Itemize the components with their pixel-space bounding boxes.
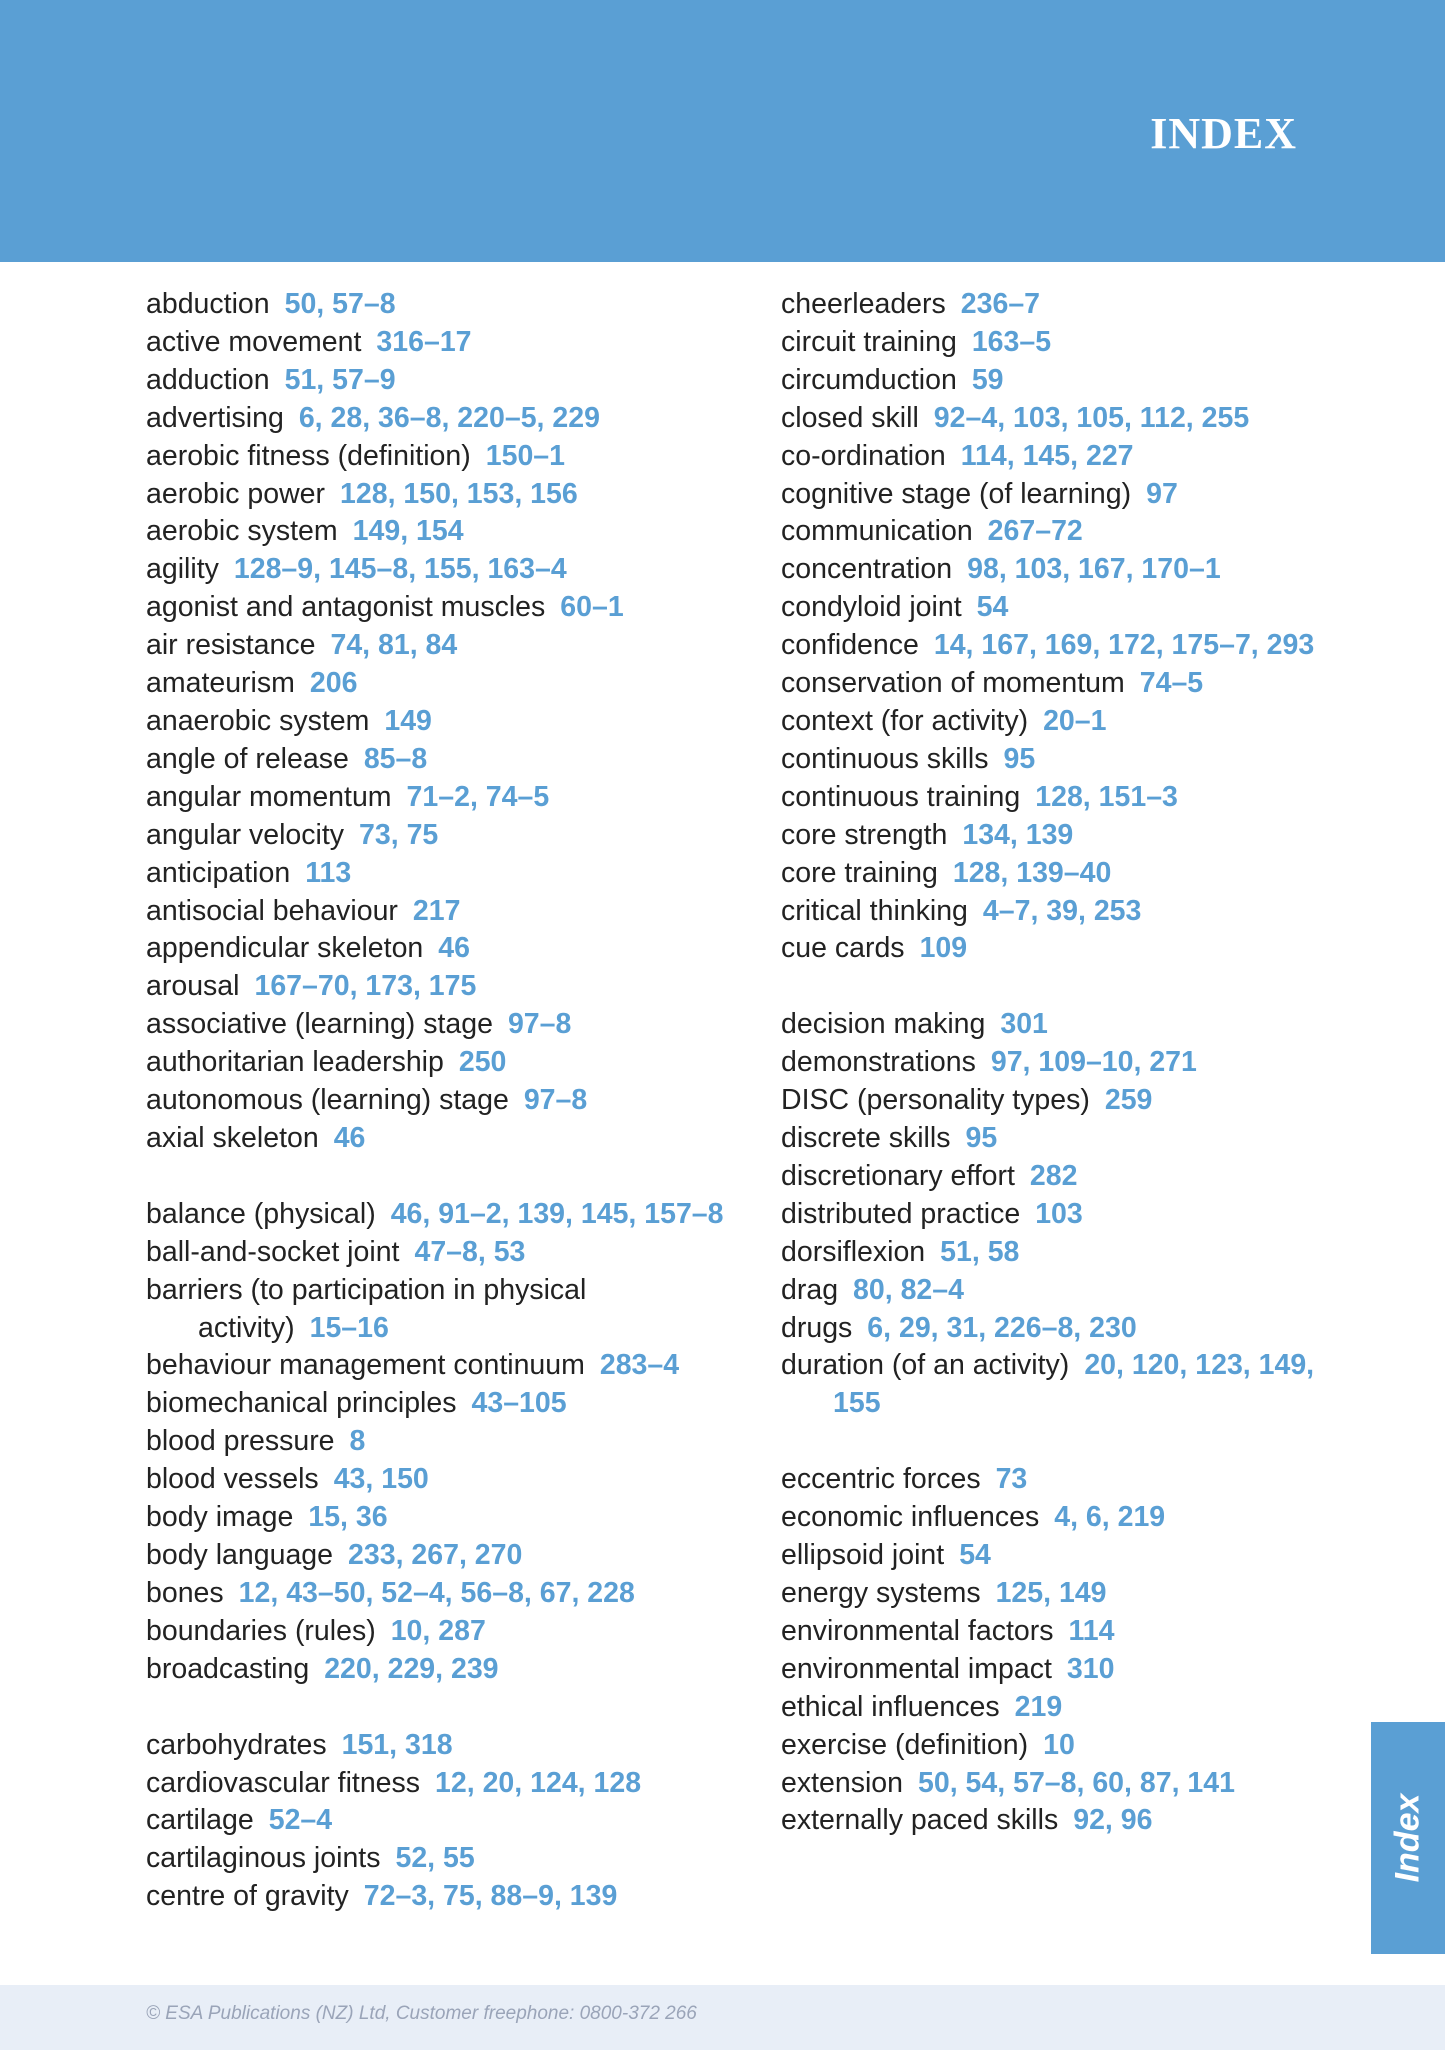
index-page-refs[interactable]: 95 <box>965 1122 998 1155</box>
index-entry <box>146 1423 746 1461</box>
header-banner <box>0 0 1445 262</box>
index-entry <box>146 1537 746 1575</box>
page-title: INDEX <box>1150 109 1297 158</box>
index-term: extension <box>781 1766 904 1799</box>
index-entry <box>781 893 1321 931</box>
index-term: biomechanical principles <box>146 1387 457 1420</box>
index-entry <box>146 1272 746 1348</box>
index-entry <box>781 551 1321 589</box>
index-term: drag <box>781 1273 839 1306</box>
index-entry <box>781 817 1321 855</box>
index-page-refs[interactable]: 14, 167, 169, 172, 175–7, 293 <box>933 629 1315 662</box>
index-entry <box>781 324 1321 362</box>
index-entry <box>146 1575 746 1613</box>
index-entry <box>781 1727 1321 1765</box>
index-entry <box>146 855 746 893</box>
index-page-refs[interactable]: 4, 6, 219 <box>1054 1501 1166 1534</box>
index-entry <box>146 779 746 817</box>
index-term: core strength <box>781 818 948 851</box>
index-term: abduction <box>146 288 270 320</box>
index-term: cheerleaders <box>781 288 946 320</box>
index-entry <box>146 324 746 362</box>
index-page-refs[interactable]: 217 <box>412 894 461 927</box>
index-term: arousal <box>146 970 240 1003</box>
index-term: confidence <box>781 629 919 662</box>
index-term: duration (of an activity) <box>781 1349 1070 1382</box>
index-term: amateurism <box>146 667 295 700</box>
index-page-refs[interactable]: 134, 139 <box>962 818 1074 851</box>
index-term: advertising <box>146 401 284 434</box>
index-term: body language <box>146 1539 334 1571</box>
index-term: cartilage <box>146 1804 254 1837</box>
index-term: distributed practice <box>781 1197 1021 1230</box>
index-page-refs[interactable]: 20–1 <box>1043 704 1107 737</box>
index-term: authoritarian leadership <box>146 1046 444 1079</box>
index-term: anticipation <box>146 856 291 889</box>
index-page-refs[interactable]: 259 <box>1104 1084 1153 1117</box>
index-page-refs[interactable]: 51, 58 <box>940 1235 1020 1268</box>
index-page-refs[interactable]: 52, 55 <box>395 1842 475 1875</box>
index-term: aerobic fitness (definition) <box>146 439 471 472</box>
index-entry <box>146 1044 746 1082</box>
index-column-left <box>146 286 746 1916</box>
index-section-gap <box>146 1158 746 1196</box>
index-entry <box>146 400 746 438</box>
index-term: body image <box>146 1501 294 1534</box>
index-entry <box>781 400 1321 438</box>
index-entry <box>781 665 1321 703</box>
index-term: cardiovascular fitness <box>146 1766 421 1799</box>
index-entry <box>146 1613 746 1651</box>
index-page-refs[interactable]: 301 <box>1000 1008 1048 1041</box>
index-term: angular momentum <box>146 780 392 813</box>
index-page-refs[interactable]: 46 <box>438 932 470 965</box>
index-page-refs[interactable]: 149 <box>384 704 432 737</box>
index-page-refs[interactable]: 74, 81, 84 <box>330 629 458 662</box>
index-entry <box>781 1272 1321 1310</box>
index-term: angle of release <box>146 742 349 775</box>
index-entry <box>781 1651 1321 1689</box>
index-term: drugs <box>781 1311 853 1344</box>
index-term: appendicular skeleton <box>146 932 424 965</box>
index-term: active movement <box>146 325 362 358</box>
index-term: core training <box>781 856 938 889</box>
index-entry <box>146 1727 746 1765</box>
index-entry <box>146 817 746 855</box>
index-term: closed skill <box>781 401 919 434</box>
index-term: broadcasting <box>146 1652 310 1685</box>
index-column-right <box>781 286 1321 1840</box>
index-term: energy systems <box>781 1577 981 1609</box>
index-section-gap <box>146 1689 746 1727</box>
index-term: environmental factors <box>781 1614 1054 1647</box>
index-page-refs[interactable]: 282 <box>1029 1159 1078 1192</box>
index-page-refs[interactable]: 92–4, 103, 105, 112, 255 <box>933 401 1250 434</box>
index-entry <box>146 741 746 779</box>
index-term: barriers (to participation in physical activity) <box>146 1273 587 1344</box>
index-entry <box>146 1196 746 1234</box>
index-page-refs[interactable]: 15–16 <box>309 1311 389 1344</box>
index-page-refs[interactable]: 92, 96 <box>1073 1804 1153 1837</box>
index-page-refs[interactable]: 85–8 <box>363 742 428 775</box>
index-entry <box>146 438 746 476</box>
index-term: angular velocity <box>146 818 345 851</box>
index-entry <box>146 1651 746 1689</box>
index-page-refs[interactable]: 149, 154 <box>352 515 464 548</box>
index-term: ball-and-socket joint <box>146 1235 400 1268</box>
index-term: eccentric forces <box>781 1463 981 1496</box>
index-entry <box>781 1499 1321 1537</box>
index-entry <box>781 362 1321 400</box>
index-entry <box>781 438 1321 476</box>
index-page-refs[interactable]: 316–17 <box>376 325 472 358</box>
index-section-gap <box>781 968 1321 1006</box>
index-page-refs[interactable]: 74–5 <box>1139 667 1204 700</box>
index-page-refs[interactable]: 219 <box>1014 1690 1063 1723</box>
index-entry <box>781 1575 1321 1613</box>
index-page-refs[interactable]: 98, 103, 167, 170–1 <box>967 553 1221 586</box>
index-entry <box>146 703 746 741</box>
index-term: cartilaginous joints <box>146 1842 381 1875</box>
index-page-refs[interactable]: 103 <box>1035 1197 1083 1230</box>
index-page-refs[interactable]: 12, 20, 124, 128 <box>435 1766 642 1799</box>
index-entry <box>781 1689 1321 1727</box>
index-term: ethical influences <box>781 1690 1000 1723</box>
index-entry <box>781 1802 1321 1840</box>
index-term: blood pressure <box>146 1425 335 1458</box>
index-entry <box>781 741 1321 779</box>
index-term: DISC (personality types) <box>781 1084 1090 1117</box>
index-term: centre of gravity <box>146 1880 349 1913</box>
index-term: critical thinking <box>781 894 968 927</box>
index-entry <box>146 1385 746 1423</box>
index-page-refs[interactable]: 283–4 <box>599 1349 680 1382</box>
index-entry <box>146 1082 746 1120</box>
index-entry <box>146 1878 746 1916</box>
index-term: demonstrations <box>781 1046 976 1079</box>
index-entry <box>146 930 746 968</box>
index-page-refs[interactable]: 60–1 <box>560 591 624 624</box>
index-entry <box>146 1765 746 1803</box>
index-term: autonomous (learning) stage <box>146 1084 509 1117</box>
index-term: ellipsoid joint <box>781 1539 945 1572</box>
index-term: cue cards <box>781 932 905 965</box>
index-entry <box>781 1044 1321 1082</box>
index-entry <box>146 551 746 589</box>
index-term: antisocial behaviour <box>146 894 398 927</box>
index-entry <box>781 1537 1321 1575</box>
index-page-refs[interactable]: 59 <box>971 363 1004 396</box>
index-page-refs[interactable]: 71–2, 74–5 <box>406 780 550 813</box>
index-entry <box>146 362 746 400</box>
index-entry <box>781 627 1321 665</box>
index-page-refs[interactable]: 163–5 <box>971 325 1052 358</box>
index-term: context (for activity) <box>781 704 1029 737</box>
index-entry <box>146 589 746 627</box>
index-entry <box>146 1499 746 1537</box>
index-section-gap <box>781 1423 1321 1461</box>
index-page-refs[interactable]: 128, 139–40 <box>952 856 1112 889</box>
index-term: externally paced skills <box>781 1804 1059 1837</box>
index-page-refs[interactable]: 51, 57–9 <box>284 363 396 396</box>
index-page-refs[interactable]: 206 <box>309 667 358 700</box>
index-term: agility <box>146 553 219 586</box>
index-page-refs[interactable]: 128, 151–3 <box>1035 780 1178 813</box>
index-page-refs[interactable]: 4–7, 39, 253 <box>982 894 1142 927</box>
index-term: behaviour management continuum <box>146 1349 585 1382</box>
index-page-refs[interactable]: 50, 57–8 <box>284 288 396 320</box>
index-page-refs[interactable]: 114 <box>1068 1614 1115 1647</box>
index-entry <box>146 893 746 931</box>
index-entry <box>781 513 1321 551</box>
index-term: condyloid joint <box>781 591 962 624</box>
index-entry <box>781 1120 1321 1158</box>
index-page-refs[interactable]: 10, 287 <box>390 1614 486 1647</box>
index-entry <box>781 1765 1321 1803</box>
copyright-text: © ESA Publications (NZ) Ltd, Customer freephone: 0800-372 266 <box>146 2003 697 2024</box>
index-term: aerobic system <box>146 515 338 548</box>
index-page-refs[interactable]: 43, 150 <box>333 1463 429 1496</box>
index-entry <box>781 476 1321 514</box>
index-entry <box>781 589 1321 627</box>
index-page-refs[interactable]: 95 <box>1003 742 1036 775</box>
index-entry <box>781 1310 1321 1348</box>
index-entry <box>146 513 746 551</box>
index-page-refs[interactable]: 20, 120, 123, 149, 155 <box>833 1349 1315 1420</box>
index-term: concentration <box>781 553 953 586</box>
index-entry <box>146 1120 746 1158</box>
index-term: discretionary effort <box>781 1159 1015 1192</box>
index-page-refs[interactable]: 46, 91–2, 139, 145, 157–8 <box>390 1197 724 1230</box>
index-term: agonist and antagonist muscles <box>146 591 546 624</box>
index-term: anaerobic system <box>146 704 370 737</box>
index-entry <box>146 476 746 514</box>
index-entry <box>146 968 746 1006</box>
index-page-refs[interactable]: 220, 229, 239 <box>324 1652 499 1685</box>
index-page-refs[interactable]: 72–3, 75, 88–9, 139 <box>363 1880 618 1913</box>
index-page-refs[interactable]: 167–70, 173, 175 <box>254 970 477 1003</box>
index-page-refs[interactable]: 54 <box>959 1539 991 1572</box>
index-page-refs[interactable]: 236–7 <box>960 288 1041 320</box>
index-page-refs[interactable]: 15, 36 <box>308 1501 388 1534</box>
index-page-refs[interactable]: 80, 82–4 <box>853 1273 964 1306</box>
index-entry <box>146 1347 746 1385</box>
index-page-refs[interactable]: 6, 29, 31, 226–8, 230 <box>867 1311 1137 1344</box>
index-page-refs[interactable]: 50, 54, 57–8, 60, 87, 141 <box>918 1766 1235 1799</box>
footer <box>0 1985 1445 2050</box>
index-term: cognitive stage (of learning) <box>781 477 1132 510</box>
side-tab-label: Index <box>1388 1793 1427 1883</box>
index-page-refs[interactable]: 113 <box>305 856 352 889</box>
index-term: economic influences <box>781 1501 1040 1534</box>
index-entry <box>781 779 1321 817</box>
index-term: bones <box>146 1576 224 1609</box>
index-page-refs[interactable]: 128–9, 145–8, 155, 163–4 <box>233 553 567 586</box>
index-entry <box>781 1461 1321 1499</box>
index-page-refs[interactable]: 10 <box>1043 1728 1075 1761</box>
index-term: co-ordination <box>781 439 946 472</box>
index-entry <box>781 1006 1321 1044</box>
index-entry <box>146 1802 746 1840</box>
index-page-refs[interactable]: 97, 109–10, 271 <box>990 1046 1197 1079</box>
index-entry <box>146 1234 746 1272</box>
index-entry <box>146 627 746 665</box>
index-term: communication <box>781 515 973 548</box>
index-term: discrete skills <box>781 1122 951 1155</box>
index-page-refs[interactable]: 97 <box>1146 477 1178 510</box>
index-entry <box>146 665 746 703</box>
index-term: adduction <box>146 363 270 396</box>
index-entry <box>146 286 746 324</box>
index-entry <box>146 1006 746 1044</box>
index-term: axial skeleton <box>146 1121 319 1154</box>
index-page-refs[interactable]: 52–4 <box>268 1804 333 1837</box>
index-entry <box>781 703 1321 741</box>
index-term: continuous skills <box>781 742 989 775</box>
index-term: dorsiflexion <box>781 1235 926 1268</box>
index-term: blood vessels <box>146 1463 319 1496</box>
index-page-refs[interactable]: 46 <box>333 1121 366 1154</box>
index-entry <box>781 1234 1321 1272</box>
index-side-tab[interactable] <box>1371 1722 1445 1954</box>
index-term: continuous training <box>781 780 1021 813</box>
index-page-refs[interactable]: 12, 43–50, 52–4, 56–8, 67, 228 <box>238 1576 635 1609</box>
index-page-refs[interactable]: 114, 145, 227 <box>960 439 1134 472</box>
index-term: balance (physical) <box>146 1197 376 1230</box>
index-page-refs[interactable]: 109 <box>919 932 968 965</box>
index-page-refs[interactable]: 151, 318 <box>341 1728 453 1761</box>
index-entry <box>146 1840 746 1878</box>
index-page-refs[interactable]: 6, 28, 36–8, 220–5, 229 <box>298 401 600 434</box>
index-term: environmental impact <box>781 1652 1052 1685</box>
index-page-refs[interactable]: 8 <box>349 1425 366 1458</box>
index-page-refs[interactable]: 43–105 <box>471 1387 567 1420</box>
index-entry <box>146 1461 746 1499</box>
index-entry <box>781 286 1321 324</box>
index-page-refs[interactable]: 73 <box>995 1463 1028 1496</box>
index-entry <box>781 1196 1321 1234</box>
index-page-refs[interactable]: 150–1 <box>485 439 566 472</box>
index-page-refs[interactable]: 267–72 <box>987 515 1083 548</box>
index-page-refs[interactable]: 125, 149 <box>995 1577 1107 1609</box>
index-entry <box>781 930 1321 968</box>
index-term: conservation of momentum <box>781 667 1125 700</box>
index-entry <box>781 1613 1321 1651</box>
index-page-refs[interactable]: 310 <box>1066 1652 1115 1685</box>
index-term: aerobic power <box>146 477 326 510</box>
index-page-refs[interactable]: 250 <box>458 1046 507 1079</box>
index-term: boundaries (rules) <box>146 1614 376 1647</box>
index-entry <box>781 1347 1321 1423</box>
index-term: exercise (definition) <box>781 1728 1029 1761</box>
index-term: circuit training <box>781 325 957 358</box>
index-page-refs[interactable]: 73, 75 <box>359 818 439 851</box>
index-entry <box>781 1158 1321 1196</box>
index-page-refs[interactable]: 54 <box>976 591 1009 624</box>
index-entry <box>781 855 1321 893</box>
index-page-refs[interactable]: 233, 267, 270 <box>348 1539 523 1571</box>
index-term: carbohydrates <box>146 1728 327 1761</box>
index-page-refs[interactable]: 97–8 <box>507 1008 572 1041</box>
index-entry <box>781 1082 1321 1120</box>
index-term: air resistance <box>146 629 316 662</box>
index-term: decision making <box>781 1008 986 1041</box>
index-page-refs[interactable]: 128, 150, 153, 156 <box>340 477 578 510</box>
index-term: circumduction <box>781 363 957 396</box>
index-page-refs[interactable]: 47–8, 53 <box>414 1235 526 1268</box>
index-page-refs[interactable]: 97–8 <box>523 1084 588 1117</box>
index-term: associative (learning) stage <box>146 1008 493 1041</box>
